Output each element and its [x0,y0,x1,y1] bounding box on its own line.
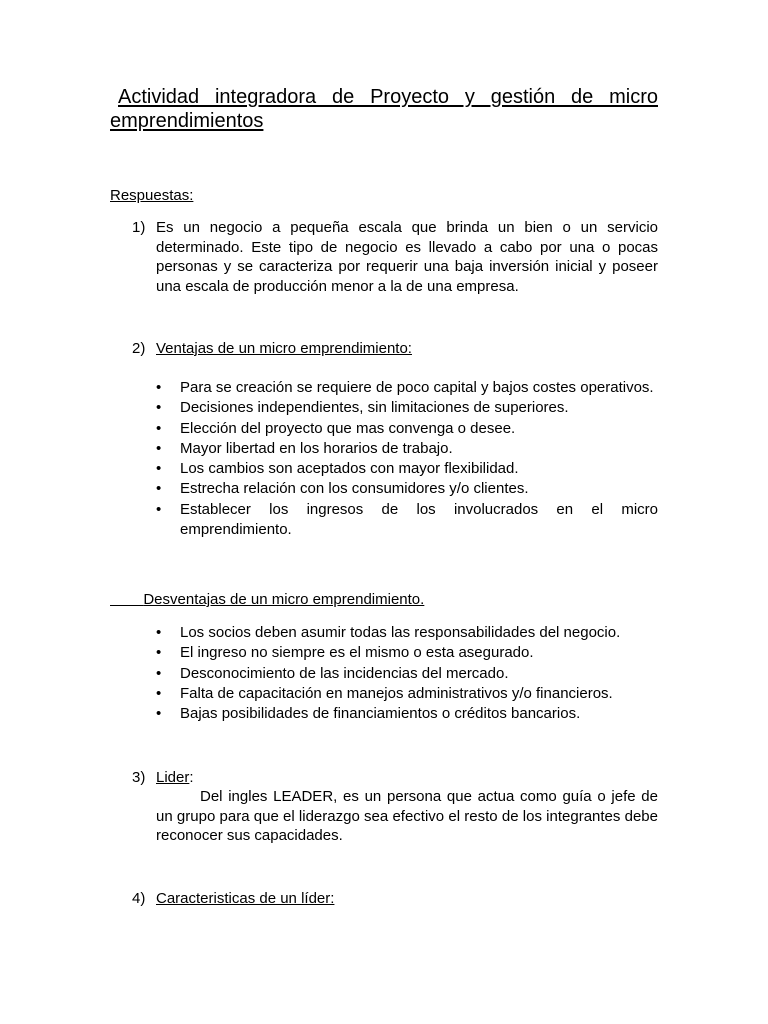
bullet-icon: • [156,480,162,498]
q4-number: 4) [132,890,146,907]
list-item [156,378,658,398]
document-title [110,85,658,133]
list-item [156,419,658,439]
q1-answer: Es un negocio a pequeña escala que brinda un bien o un servicio determinado. Este tipo de negocio es llevado a cabo por una o pocas personas y se caracteriza por requerir una baja inversión inicial y poseer una escala de producción menor a la de una empresa. [156,219,658,296]
q3-heading-text: Lider [156,769,190,786]
desventaja-text: Desconocimiento de las incidencias del mercado. [180,664,509,682]
ventajas-list [156,378,658,540]
list-item [156,623,658,643]
bullet-icon: • [156,644,162,662]
bullet-icon: • [156,399,162,417]
q3-number: 3) [132,769,146,786]
list-item [156,439,658,459]
q2-heading-text: Ventajas de un micro emprendimiento: [156,340,412,357]
desventajas-list [156,623,658,724]
desventaja-text: Los socios deben asumir todas las responsabilidades del negocio. [180,624,621,641]
bullet-icon: • [156,439,162,457]
ventaja-text: Estrecha relación con los consumidores y/o clientes. [180,480,529,498]
bullet-icon: • [156,419,162,437]
list-item [156,684,658,704]
q2-number: 2) [132,340,146,357]
bullet-icon: • [156,624,162,641]
desventaja-text: El ingreso no siempre es el mismo o esta asegurado. [180,644,534,662]
ventaja-text: Para se creación se requiere de poco capital y bajos costes operativos. [180,379,654,396]
list-item [156,664,658,684]
list-item [156,704,658,724]
document-title-line-2: emprendimientos [110,110,264,132]
q1-number: 1) [132,219,146,236]
ventaja-text: Elección del proyecto que mas convenga o desee. [180,419,516,437]
bullet-icon: • [156,705,162,723]
list-item [156,398,658,418]
bullet-icon: • [156,664,162,682]
q3-answer: Del ingles LEADER, es un persona que actua como guía o jefe de un grupo para que el liderazgo sea efectivo el resto de los integrantes debe reconocer sus capacidades. [156,788,658,845]
bullet-icon: • [156,379,162,396]
list-item [156,479,658,499]
q3-heading [156,768,658,788]
list-item [156,459,658,479]
desventaja-text: Bajas posibilidades de financiamientos o créditos bancarios. [180,705,581,723]
desventajas-heading-text: Desventajas de un micro emprendimiento. [143,591,425,608]
list-item [156,643,658,663]
respuestas-label: Respuestas: [110,187,194,204]
desventajas-indent [110,591,143,608]
bullet-icon: • [156,460,162,478]
ventaja-text: Establecer los ingresos de los involucrados en el micro emprendimiento. [180,500,658,539]
q4-heading-text: Caracteristicas de un líder: [156,890,335,907]
desventaja-text: Falta de capacitación en manejos administrativos y/o financieros. [180,684,613,702]
ventaja-text: Decisiones independientes, sin limitaciones de superiores. [180,399,569,417]
q4-heading [156,889,658,909]
ventaja-text: Los cambios son aceptados con mayor flexibilidad. [180,460,519,478]
bullet-icon: • [156,684,162,702]
ventaja-text: Mayor libertad en los horarios de trabajo. [180,439,453,457]
q3-heading-colon: : [189,769,194,786]
q2-heading [156,339,658,359]
document-title-line-1: Actividad integradora de Proyecto y gestión de micro [118,86,658,108]
desventajas-heading [110,591,424,609]
bullet-icon: • [156,500,162,518]
list-item [156,500,658,541]
